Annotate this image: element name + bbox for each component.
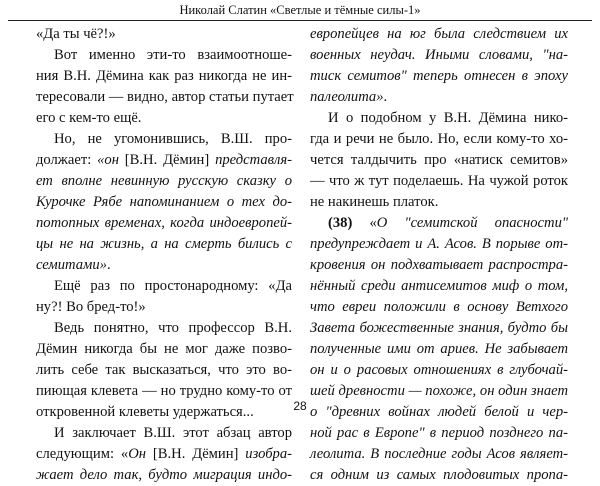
text-run: О "семитской опасности" [376, 215, 568, 231]
text-run: [В.Н. Дёмин] [118, 152, 216, 168]
text-run: ной рас в Европе" в период позднего па- [310, 425, 568, 441]
text-run: потопных временах, когда индоевропей- [36, 215, 292, 231]
text-line [310, 318, 568, 339]
text-run: Он [128, 446, 146, 462]
text-run: гда и речи не было. Но, если кому-то хо- [310, 131, 568, 147]
left-column [36, 24, 294, 483]
text-run: — что ж тут поделаешь. На чужой роток [310, 173, 568, 189]
running-header: Николай Слатин «Светлые и тёмные силы-1» [8, 2, 592, 21]
text-run: что евреи положили в основу Ветхого [310, 299, 568, 315]
text-run: он и о расовых отношениях в глубочай- [310, 362, 568, 378]
text-run: И заключает В.Ш. этот абзац автор [54, 425, 292, 441]
text-line [36, 297, 292, 318]
text-run: полученные ими от ариев. Не забывает [310, 341, 568, 357]
text-line [310, 360, 568, 381]
text-run: семитами» [36, 257, 107, 273]
text-line [310, 234, 568, 255]
text-run: жает дело так, будто миграция индо- [36, 467, 292, 483]
text-line [36, 129, 292, 150]
text-run: его с кем-то ещё. [36, 110, 142, 126]
text-line [36, 318, 292, 339]
text-run: не накинешь платок. [310, 194, 439, 210]
text-line [36, 192, 292, 213]
text-run: шей древности — похоже, он один знает [310, 383, 568, 399]
text-run: должает: [36, 152, 98, 168]
page-number: 28 [293, 399, 307, 413]
text-line [310, 276, 568, 297]
text-line [36, 150, 292, 171]
text-line [310, 192, 568, 213]
text-run: Но, не угомонившись, В.Ш. про- [54, 131, 292, 147]
text-line [36, 24, 292, 45]
text-line [36, 66, 292, 87]
text-run: нённый среди антисемитов миф о том, [310, 278, 568, 294]
text-line [36, 339, 292, 360]
text-line [310, 297, 568, 318]
text-line [36, 255, 292, 276]
text-line [310, 213, 568, 234]
text-run: следующим: « [36, 446, 129, 462]
text-line [310, 66, 568, 87]
text-line [36, 87, 292, 108]
text-run: европейцев на юг была следствием их [310, 26, 568, 42]
text-run: ет вполне невинную русскую сказку о [36, 173, 292, 189]
text-run: ся одним из самых плодовитых пропа- [310, 467, 568, 483]
text-line [310, 423, 568, 444]
text-run: Ведь понятно, что профессор В.Н. [54, 320, 292, 336]
text-line [310, 24, 568, 45]
text-run: « [352, 215, 377, 231]
text-line [310, 339, 568, 360]
text-run: цы не на жизнь, а на смерть бились с [36, 236, 292, 252]
text-line [36, 276, 292, 297]
text-line [310, 444, 568, 465]
text-run: «он [97, 152, 119, 168]
text-run: представля- [215, 152, 292, 168]
text-line [36, 423, 292, 444]
text-line [310, 108, 568, 129]
text-line [36, 444, 292, 465]
text-line [310, 255, 568, 276]
text-run: Завета божественные знания, будто бы [310, 320, 568, 336]
text-line [310, 87, 568, 108]
text-run: откровенной клеветы удержаться... [36, 404, 254, 420]
text-run: военных неудач. Иными словами, "на- [310, 47, 568, 63]
text-line [310, 465, 568, 486]
text-run: тиск семитов" теперь отнесен в эпоху [310, 68, 568, 84]
text-run: . [383, 89, 388, 105]
text-line [36, 45, 292, 66]
text-run: (38) [328, 215, 353, 231]
text-line [36, 213, 292, 234]
text-run: И о подобном у В.Н. Дёмина нико- [328, 110, 568, 126]
text-run: чется талдычить про «натиск семитов» [310, 152, 568, 168]
text-run: Курочке Рябе напоминанием о тех до- [36, 194, 292, 210]
text-run: лить себе так высказаться, что это во- [36, 362, 292, 378]
text-run: о "древних войнах людей белой и чер- [310, 404, 568, 420]
right-column [310, 24, 568, 483]
text-line [36, 465, 292, 486]
text-run: . [106, 257, 111, 273]
text-run: Ещё раз по простонародному: «Да [54, 278, 292, 294]
text-run: пиющая клевета — но трудно кому-то от [36, 383, 292, 399]
text-run: тересовали — видно, автор статьи путает [36, 89, 294, 105]
text-line [36, 360, 292, 381]
text-run: палеолита» [310, 89, 384, 105]
text-run: изобра- [245, 446, 292, 462]
text-line [310, 45, 568, 66]
text-run: Дёмин никогда бы не мог даже позво- [36, 341, 292, 357]
text-run: ния В.Н. Дёмина как раз никогда не ин- [36, 68, 292, 84]
text-line [310, 171, 568, 192]
text-run: предупреждает и А. Асов. В порыве от- [310, 236, 568, 252]
text-line [36, 171, 292, 192]
text-line [310, 150, 568, 171]
text-line [310, 129, 568, 150]
text-line [36, 108, 292, 129]
text-run: ну?! Во бред-то!» [36, 299, 146, 315]
text-run: [В.Н. Дёмин] [146, 446, 246, 462]
text-run: кровения он подхватывает распростра- [310, 257, 568, 273]
text-run: «Да ты чё?!» [36, 26, 116, 42]
text-run: леолита. В последние годы Асов являет- [310, 446, 568, 462]
text-line [36, 234, 292, 255]
text-run: Вот именно эти-то взаимоотноше- [54, 47, 292, 63]
